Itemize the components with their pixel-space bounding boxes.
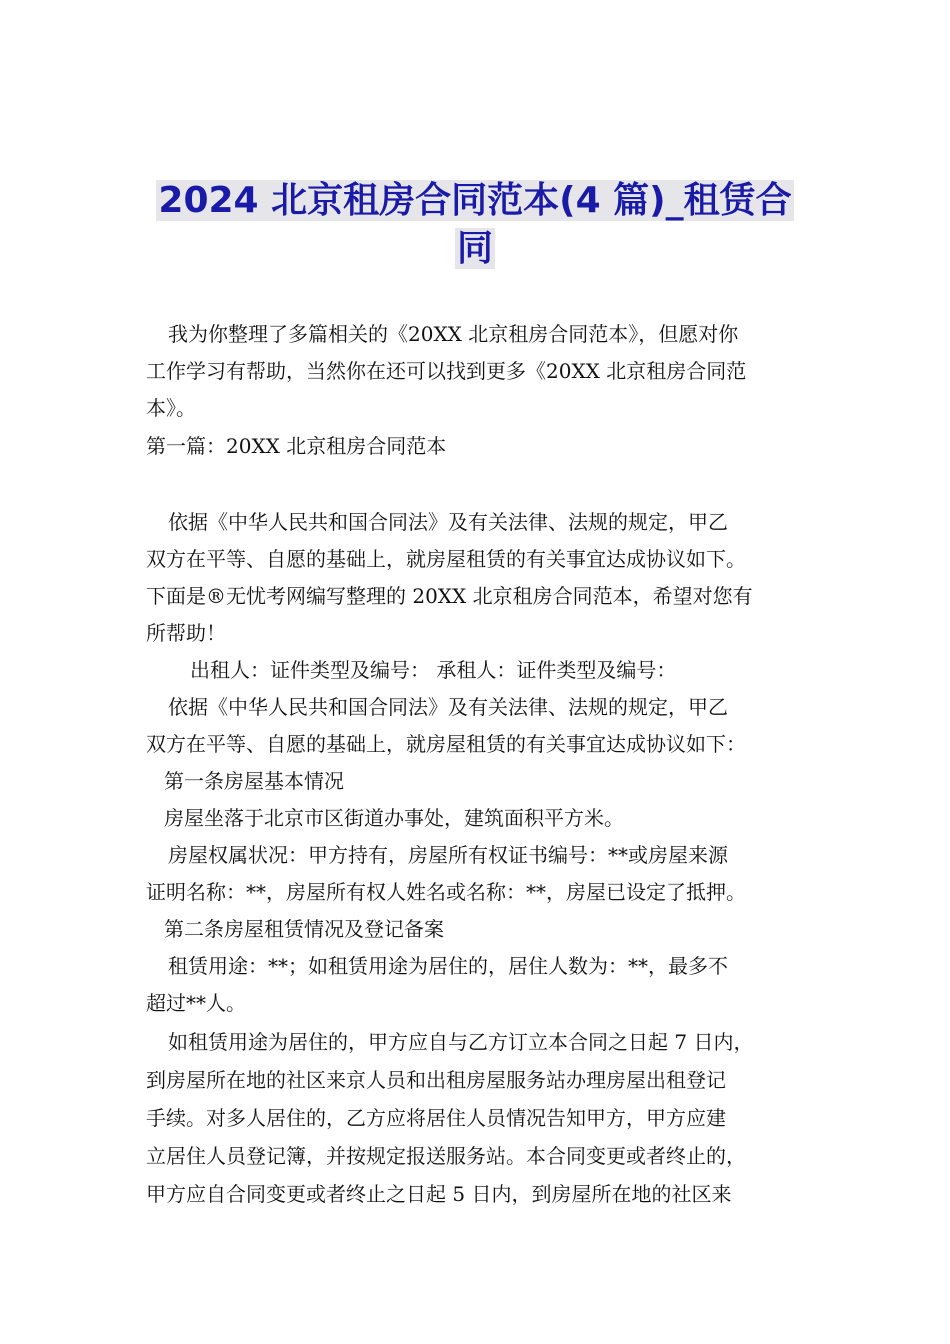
body-line-13: 到房屋所在地的社区来京人员和出租房屋服务站办理房屋出租登记	[146, 1068, 726, 1092]
body-line-15: 立居住人员登记簿，并按规定报送服务站。本合同变更或者终止的，	[146, 1144, 746, 1168]
body-line-11: 超过**人。	[146, 991, 246, 1015]
document-title-line-2	[0, 226, 950, 272]
body-line-6: 双方在平等、自愿的基础上，就房屋租赁的有关事宜达成协议如下：	[146, 732, 746, 756]
article-heading-2: 第二条房屋租赁情况及登记备案	[164, 917, 444, 941]
body-line-2: 双方在平等、自愿的基础上，就房屋租赁的有关事宜达成协议如下。	[146, 547, 746, 571]
section-heading-1: 第一篇：20XX 北京租房合同范本	[146, 434, 447, 458]
intro-line-1: 我为你整理了多篇相关的《20XX 北京租房合同范本》，但愿对你	[168, 322, 739, 346]
title-text-1: 2024 北京租房合同范本(4 篇)_租赁合	[158, 180, 792, 221]
body-line-9: 证明名称：**，房屋所有权人姓名或名称：**，房屋已设定了抵押。	[146, 880, 746, 904]
body-line-1: 依据《中华人民共和国合同法》及有关法律、法规的规定，甲乙	[168, 510, 728, 534]
parties-line: 出租人：证件类型及编号： 承租人：证件类型及编号：	[190, 658, 677, 682]
body-line-10: 租赁用途：**；如租赁用途为居住的，居住人数为：**，最多不	[168, 954, 728, 978]
title-text-2: 同	[456, 228, 493, 269]
body-line-5: 依据《中华人民共和国合同法》及有关法律、法规的规定，甲乙	[168, 695, 728, 719]
intro-line-2: 工作学习有帮助，当然你在还可以找到更多《20XX 北京租房合同范	[146, 359, 747, 383]
body-line-16: 甲方应自合同变更或者终止之日起 5 日内，到房屋所在地的社区来	[146, 1182, 732, 1206]
body-line-7: 房屋坐落于北京市区街道办事处，建筑面积平方米。	[164, 806, 624, 830]
intro-line-3: 本》。	[146, 396, 196, 420]
article-heading-1: 第一条房屋基本情况	[164, 769, 344, 793]
body-line-3: 下面是®无忧考网编写整理的 20XX 北京租房合同范本，希望对您有	[146, 584, 753, 608]
body-line-8: 房屋权属状况：甲方持有，房屋所有权证书编号：**或房屋来源	[168, 843, 728, 867]
body-line-12: 如租赁用途为居住的，甲方应自与乙方订立本合同之日起 7 日内，	[168, 1030, 754, 1054]
document-title-line-1	[0, 178, 950, 224]
body-line-14: 手续。对多人居住的，乙方应将居住人员情况告知甲方，甲方应建	[146, 1106, 726, 1130]
body-line-4: 所帮助！	[146, 621, 226, 645]
